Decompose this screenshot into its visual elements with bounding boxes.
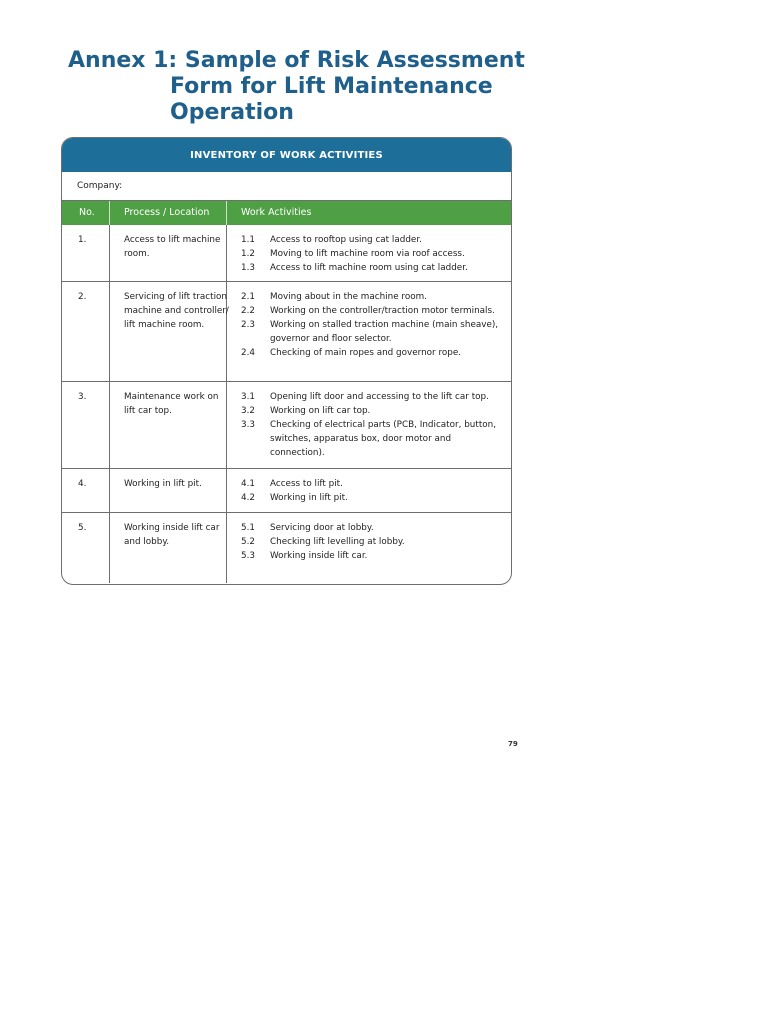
activity-text: Access to lift pit. (270, 479, 343, 489)
activity-text: Working in lift pit. (270, 493, 348, 503)
activity-text: Checking of electrical parts (PCB, Indicator, button, switches, apparatus box, door motor and connection). (270, 420, 497, 458)
row-number: 3. (78, 392, 87, 402)
activity-text: Working inside lift car. (270, 551, 368, 561)
activity-number: 4.1 (241, 479, 255, 489)
activity-number: 5.3 (241, 551, 255, 561)
company-field (62, 172, 511, 201)
row-number: 4. (78, 479, 87, 489)
table-row (62, 382, 511, 469)
table-row (62, 469, 511, 513)
row-process: Working in lift pit. (124, 479, 202, 489)
activity-text: Working on lift car top. (270, 406, 371, 416)
activity-number: 1.1 (241, 235, 255, 245)
title-line-1: Annex 1: Sample of Risk Assessment (68, 48, 525, 73)
risk-assessment-form (61, 137, 512, 585)
activity-item (241, 304, 506, 318)
activity-text: Checking lift levelling at lobby. (270, 537, 405, 547)
table-header-row (62, 201, 511, 225)
activity-number: 2.2 (241, 306, 255, 316)
page-title (68, 48, 525, 126)
column-header-no: No. (79, 207, 95, 218)
row-activities (241, 477, 506, 505)
activity-item (241, 346, 506, 360)
activity-number: 1.3 (241, 263, 255, 273)
activity-number: 1.2 (241, 249, 255, 259)
title-line-2: Form for Lift Maintenance (170, 74, 493, 99)
row-process: Maintenance work on lift car top. (124, 392, 219, 416)
activity-number: 3.2 (241, 406, 255, 416)
activity-number: 5.1 (241, 523, 255, 533)
activity-item (241, 290, 506, 304)
row-process: Access to lift machine room. (124, 235, 221, 259)
row-number: 1. (78, 235, 87, 245)
row-process: Servicing of lift traction machine and controller/ lift machine room. (124, 292, 229, 330)
form-header: INVENTORY OF WORK ACTIVITIES (62, 138, 511, 172)
activity-text: Working on the controller/traction motor terminals. (270, 306, 495, 316)
activity-item (241, 318, 506, 346)
row-number: 2. (78, 292, 87, 302)
activity-text: Servicing door at lobby. (270, 523, 374, 533)
activity-text: Moving to lift machine room via roof access. (270, 249, 465, 259)
page-number: 79 (508, 740, 518, 748)
row-process: Working inside lift car and lobby. (124, 523, 220, 547)
activity-item (241, 404, 506, 418)
table-row (62, 225, 511, 282)
activity-number: 2.3 (241, 320, 255, 330)
activity-number: 2.1 (241, 292, 255, 302)
table-body (62, 225, 511, 583)
row-activities (241, 233, 506, 275)
activity-number: 5.2 (241, 537, 255, 547)
activity-item (241, 233, 506, 247)
activity-item (241, 477, 506, 491)
row-number: 5. (78, 523, 87, 533)
activity-text: Working on stalled traction machine (main sheave), governor and floor selector. (270, 320, 499, 344)
activity-item (241, 549, 506, 563)
title-line-3: Operation (170, 100, 294, 125)
activity-item (241, 261, 506, 275)
activity-text: Moving about in the machine room. (270, 292, 427, 302)
activity-item (241, 491, 506, 505)
activity-item (241, 521, 506, 535)
activity-item (241, 535, 506, 549)
column-header-activities: Work Activities (241, 207, 312, 218)
activity-number: 2.4 (241, 348, 255, 358)
company-label: Company: (77, 181, 123, 191)
activity-text: Opening lift door and accessing to the lift car top. (270, 392, 489, 402)
column-divider (226, 201, 227, 225)
row-activities (241, 290, 506, 360)
activity-number: 3.1 (241, 392, 255, 402)
activity-number: 3.3 (241, 420, 255, 430)
activity-text: Access to rooftop using cat ladder. (270, 235, 422, 245)
activity-number: 4.2 (241, 493, 255, 503)
activity-item (241, 418, 506, 460)
column-header-process: Process / Location (124, 207, 210, 218)
table-row (62, 513, 511, 583)
table-row (62, 282, 511, 382)
activity-item (241, 390, 506, 404)
row-activities (241, 390, 506, 460)
row-activities (241, 521, 506, 563)
activity-text: Checking of main ropes and governor rope. (270, 348, 462, 358)
column-divider (109, 201, 110, 225)
activity-item (241, 247, 506, 261)
activity-text: Access to lift machine room using cat ladder. (270, 263, 468, 273)
